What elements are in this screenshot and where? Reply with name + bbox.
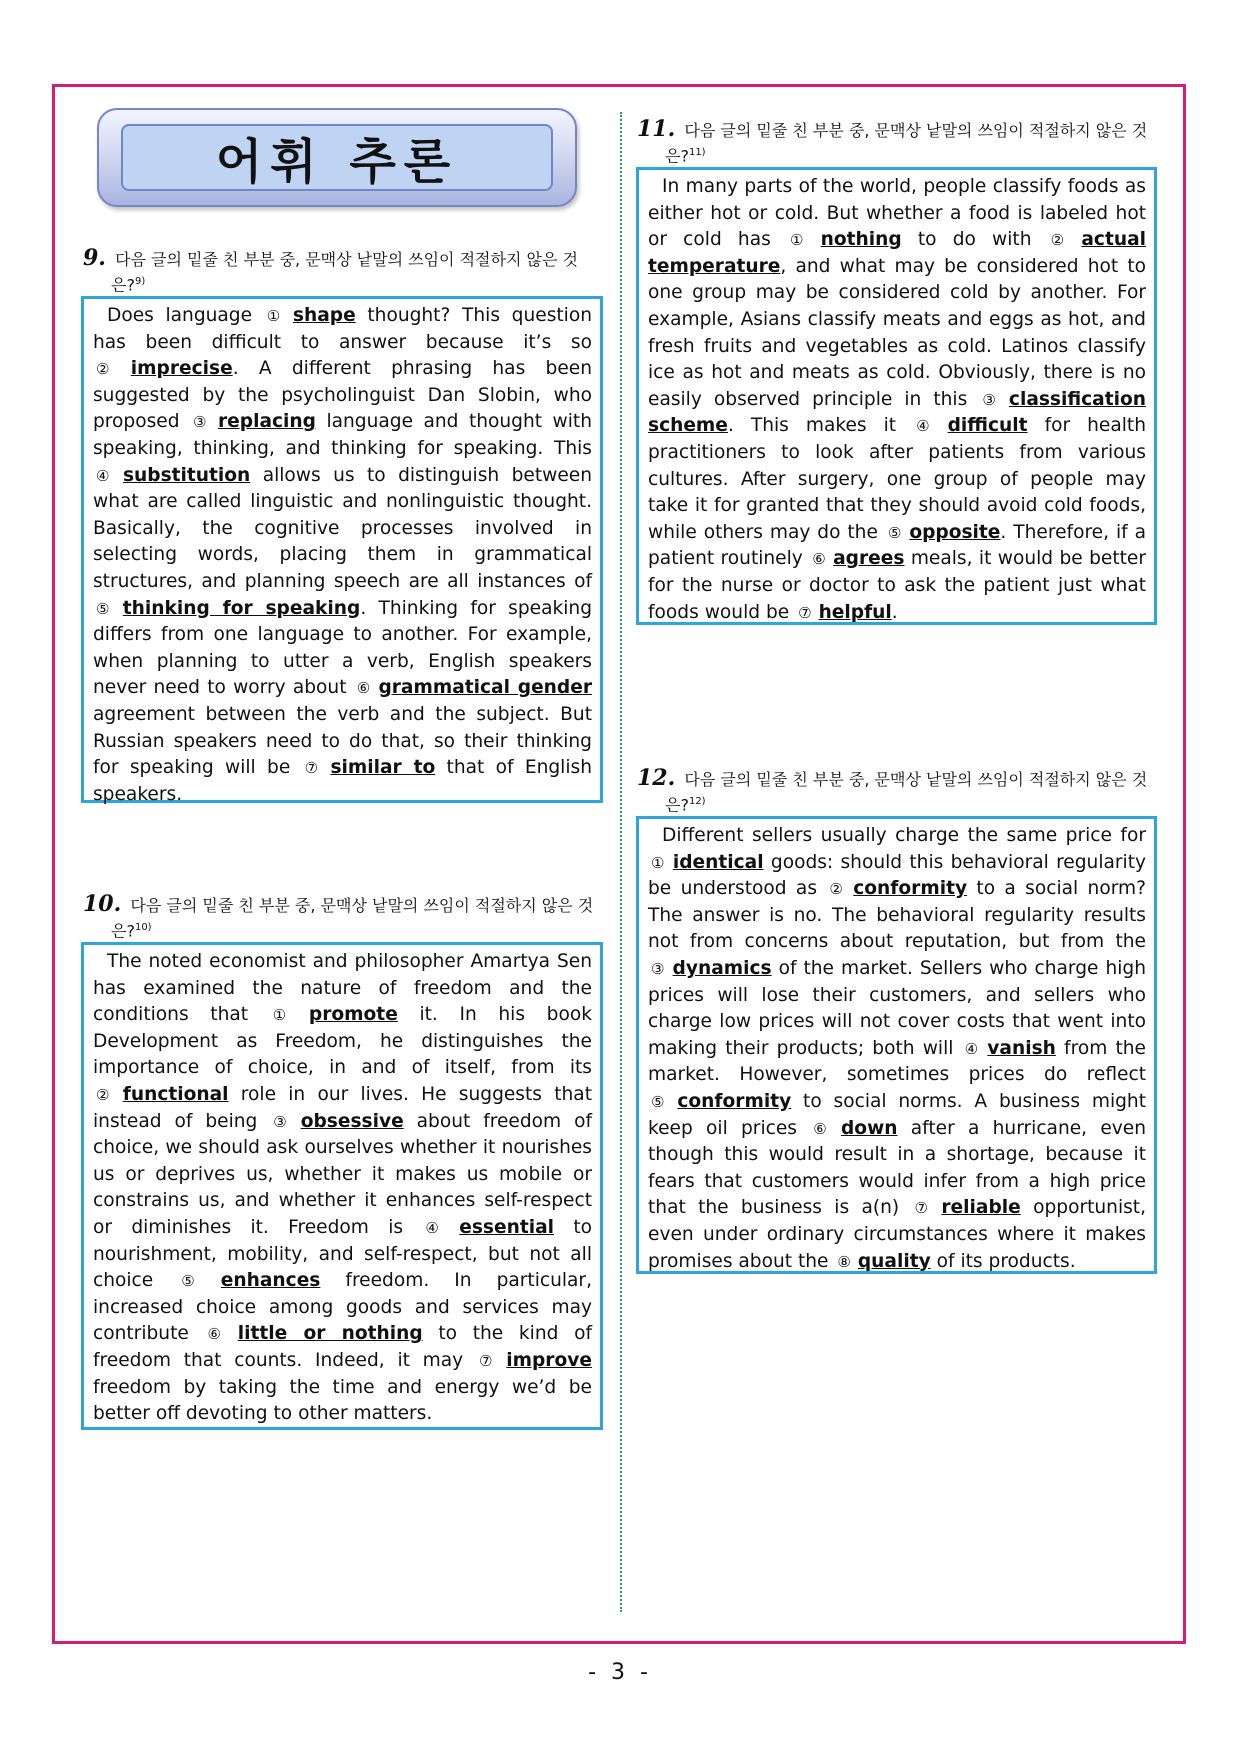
choice-marker: ④ <box>964 1039 981 1058</box>
underlined-choice: grammatical gender <box>378 677 593 699</box>
passage-segment: language and thought with speaking, thinking, and thinking for speaking. This <box>93 411 592 459</box>
passage-segment: to nourishment, mobility, and self-respect, but not all choice <box>93 1216 592 1292</box>
passage-segment: In many parts of the world, people classify foods as either hot or cold. But whether a food is labeled hot or cold has <box>648 176 1146 251</box>
question-number: 10. <box>83 891 122 917</box>
passage-segment: . This makes it <box>727 415 914 437</box>
footnote-ref: 9) <box>134 276 146 287</box>
passage-segment: opportunist, even under ordinary circumstances where it makes promises about the <box>648 1197 1147 1272</box>
choice-marker: ⑥ <box>813 1119 834 1138</box>
choice-marker: ⑦ <box>914 1199 935 1218</box>
passage-segment: thought? This question has been difficult to answer because it’s so <box>93 305 592 353</box>
underlined-choice: helpful <box>818 601 892 623</box>
choice-marker: ① <box>789 231 814 250</box>
passage-segment: about freedom of choice, we should ask ourselves whether it nourishes us or deprives us, whether it makes us mobile or constrains us, and whether it enhances self-respect or diminishes it. Freedom is <box>93 1110 592 1238</box>
underlined-choice: little or nothing <box>237 1323 423 1345</box>
choice-marker: ② <box>829 880 847 899</box>
passage-segment: The noted economist and philosopher Amartya Sen has examined the nature of freedom and the conditions that <box>93 951 592 1026</box>
choice-marker: ② <box>96 360 124 379</box>
section-banner-inner <box>121 124 553 191</box>
footnote-ref: 11) <box>688 147 706 158</box>
question-10-passage <box>81 942 603 1430</box>
question-number: 11. <box>637 116 676 142</box>
underlined-choice: agrees <box>833 548 905 570</box>
underlined-choice: classification scheme <box>648 388 1146 437</box>
choice-marker: ① <box>651 853 666 872</box>
passage-segment: it. In his book Development as Freedom, he distinguishes the importance of choice, in and of itself, from its <box>93 1004 592 1079</box>
underlined-choice: actual temperature <box>648 229 1146 277</box>
question-11-prompt <box>637 118 1157 167</box>
question-9-prompt <box>83 247 613 296</box>
prompt-text-cont: 은? <box>665 795 689 815</box>
choice-marker: ⑤ <box>96 599 116 618</box>
question-10-prompt <box>83 893 613 942</box>
choice-marker: ⑥ <box>207 1325 231 1344</box>
prompt-text-cont: 은? <box>111 275 135 295</box>
choice-marker: ③ <box>982 390 1002 409</box>
passage-segment: , and what may be considered hot to one group may be considered cold by another. For example, Asians classify meats and eggs as hot, and fresh fruits and vegetables as cold. Latinos classify ice as hot and meats as cold. Obviously, there is no easily observed principle in this <box>648 255 1146 410</box>
passage-segment: agreement between the verb and the subject. But Russian speakers need to do that, so their thinking for speaking will be <box>93 703 592 779</box>
question-12-passage <box>636 816 1157 1274</box>
underlined-choice: nothing <box>820 229 902 251</box>
passage-segment: freedom by taking the time and energy we’d be better off devoting to other matters. <box>93 1376 592 1425</box>
passage-segment: Does language <box>107 305 264 326</box>
passage-segment: to the kind of freedom that counts. Indeed, it may <box>93 1323 592 1371</box>
passage-segment: for health practitioners to look after patients from various cultures. After surgery, one group of people may take it for granted that they should avoid cold foods, while others may do the <box>648 415 1146 543</box>
prompt-text: 다음 글의 밑줄 친 부분 중, 문맥상 낱말의 쓰임이 적절하지 않은 것 <box>684 770 1148 789</box>
prompt-text: 다음 글의 밑줄 친 부분 중, 문맥상 낱말의 쓰임이 적절하지 않은 것 <box>684 121 1148 140</box>
passage-text <box>93 949 592 1428</box>
prompt-text-cont: 은? <box>111 921 135 941</box>
choice-marker: ② <box>96 1085 116 1104</box>
footnote-ref: 12) <box>688 796 706 807</box>
footnote-ref: 10) <box>134 922 152 933</box>
passage-segment: role in our lives. He suggests that instead of being <box>93 1083 592 1132</box>
choice-marker: ⑥ <box>356 679 372 698</box>
choice-marker: ① <box>272 1006 302 1025</box>
passage-segment: that of English speakers. <box>93 757 592 805</box>
section-title: 어휘 추론 <box>215 134 459 190</box>
passage-segment: of the market. Sellers who charge high prices will lose their customers, and sellers who charge low prices will not cover costs that went into making their products; both will <box>648 957 1147 1059</box>
passage-segment: freedom. In particular, increased choice among goods and services may contribute <box>93 1270 592 1345</box>
underlined-choice: reliable <box>941 1197 1021 1219</box>
underlined-choice: quality <box>857 1250 931 1272</box>
passage-segment: meals, it would be better for the nurse or doctor to ask the patient just what foods would be <box>648 548 1146 623</box>
underlined-choice: difficult <box>947 415 1028 437</box>
passage-segment: . Thinking for speaking differs from one language to another. For example, when planning to utter a verb, English speakers never need to worry about <box>93 597 593 699</box>
page-number: - 3 - <box>588 1660 652 1685</box>
question-9-passage <box>81 296 603 803</box>
choice-marker: ⑤ <box>651 1092 671 1111</box>
underlined-choice: replacing <box>218 411 316 433</box>
choice-marker: ① <box>266 307 286 325</box>
underlined-choice: down <box>841 1117 898 1139</box>
section-banner <box>97 108 577 207</box>
underlined-choice: conformity <box>853 878 968 900</box>
passage-segment: allows us to distinguish between what are called linguistic and nonlinguistic thought. Basically, the cognitive processes involved in selecting words, placing them in grammatical structures, and planning speech are all instances of <box>93 464 592 592</box>
question-11-passage <box>636 167 1157 625</box>
underlined-choice: obsessive <box>300 1110 404 1132</box>
passage-segment: of its products. <box>930 1250 1076 1272</box>
passage-segment: . Therefore, if a patient routinely <box>648 521 1146 570</box>
passage-segment: . <box>891 601 898 623</box>
underlined-choice: similar to <box>330 757 436 779</box>
passage-segment: to do with <box>901 229 1048 251</box>
choice-marker: ⑦ <box>478 1351 500 1370</box>
question-number: 12. <box>637 765 676 791</box>
underlined-choice: thinking for speaking <box>122 597 361 619</box>
passage-text <box>648 174 1146 626</box>
choice-marker: ③ <box>651 959 666 978</box>
passage-segment: to a social norm? The answer is no. The behavioral regularity results not from concerns about reputation, but from the <box>648 878 1146 953</box>
question-number: 9. <box>83 245 106 271</box>
choice-marker: ③ <box>193 413 212 432</box>
underlined-choice: promote <box>308 1004 398 1026</box>
choice-marker: ② <box>1050 231 1075 250</box>
passage-text <box>93 303 592 808</box>
choice-marker: ⑦ <box>304 759 324 778</box>
underlined-choice: imprecise <box>130 358 233 380</box>
underlined-choice: dynamics <box>672 957 772 979</box>
passage-segment: . A different phrasing has been suggested by the psycholinguist Dan Slobin, who proposed <box>93 358 592 433</box>
choice-marker: ⑤ <box>887 523 903 542</box>
passage-segment: to social norms. A business might keep oil prices <box>648 1090 1146 1139</box>
choice-marker: ④ <box>425 1218 453 1237</box>
underlined-choice: substitution <box>122 464 251 486</box>
underlined-choice: essential <box>459 1216 555 1238</box>
underlined-choice: enhances <box>220 1270 321 1292</box>
choice-marker: ⑤ <box>181 1272 214 1291</box>
passage-text <box>648 823 1146 1275</box>
question-12-prompt <box>637 767 1157 816</box>
prompt-text: 다음 글의 밑줄 친 부분 중, 문맥상 낱말의 쓰임이 적절하지 않은 것 <box>115 250 578 269</box>
passage-segment: from the market. However, sometimes prices do reflect <box>648 1037 1146 1086</box>
prompt-text-cont: 은? <box>665 146 689 166</box>
choice-marker: ④ <box>916 417 941 436</box>
underlined-choice: identical <box>672 851 764 873</box>
underlined-choice: vanish <box>987 1037 1056 1059</box>
column-divider <box>620 112 622 1612</box>
underlined-choice: improve <box>506 1349 592 1371</box>
passage-segment: Different sellers usually charge the same price for <box>662 825 1146 846</box>
passage-segment: after a hurricane, even though this would result in a shortage, because it fears that customers would infer from a high price that the business is a(n) <box>648 1117 1146 1219</box>
choice-marker: ④ <box>96 466 116 485</box>
underlined-choice: conformity <box>677 1090 792 1112</box>
underlined-choice: functional <box>122 1083 229 1105</box>
passage-segment: goods: should this behavioral regularity be understood as <box>648 851 1146 900</box>
choice-marker: ③ <box>273 1112 294 1131</box>
choice-marker: ⑦ <box>798 603 812 622</box>
choice-marker: ⑧ <box>837 1252 851 1271</box>
underlined-choice: shape <box>292 305 356 326</box>
prompt-text: 다음 글의 밑줄 친 부분 중, 문맥상 낱말의 쓰임이 적절하지 않은 것 <box>130 896 594 915</box>
underlined-choice: opposite <box>909 521 1001 543</box>
choice-marker: ⑥ <box>812 550 827 569</box>
